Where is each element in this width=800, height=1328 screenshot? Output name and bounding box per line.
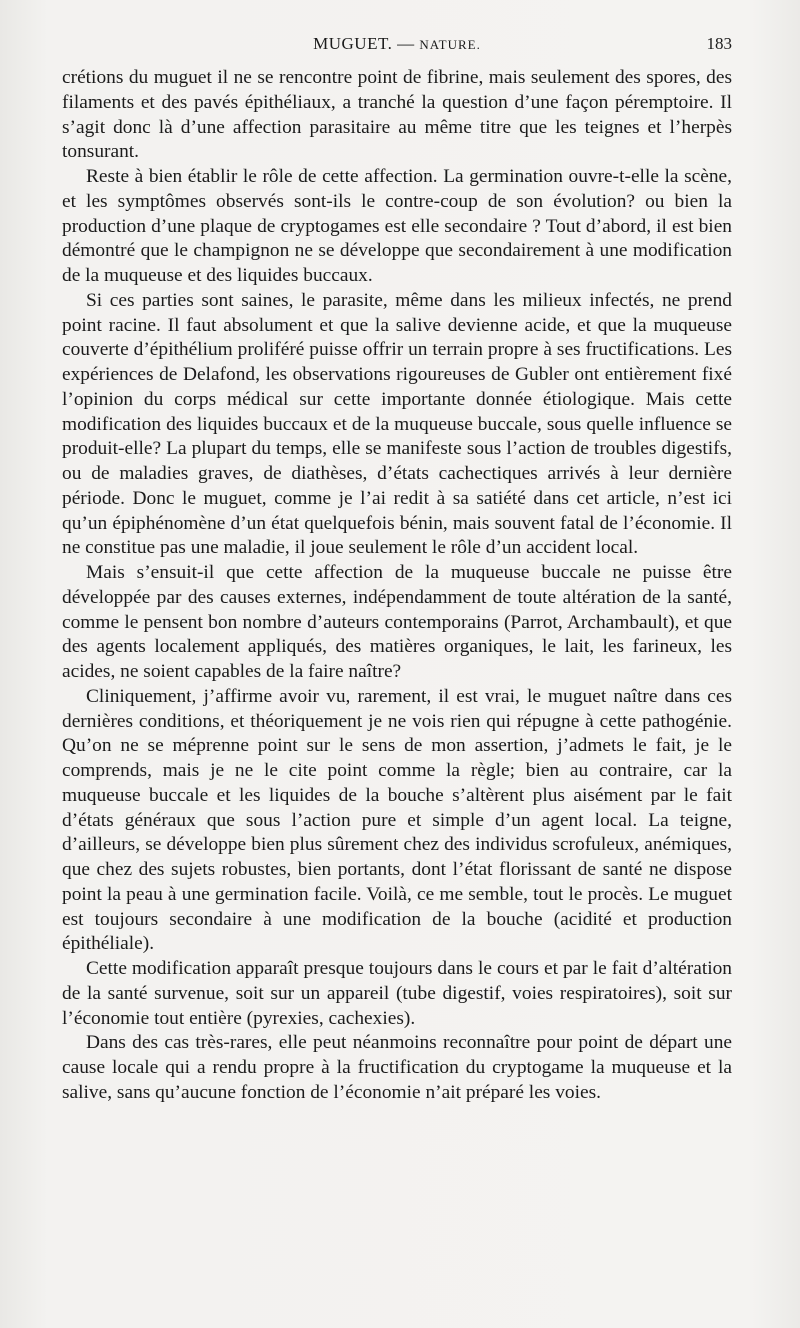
paragraph-1: crétions du muguet il ne se rencontre point de fibrine, mais seulement des spores, des filaments et des pavés épithéliaux, a tranché la question d’une façon péremptoire. Il s’agit donc là d’une affection parasitaire au même titre que les teignes et l’herpès tonsurant. xyxy=(62,67,732,163)
body-text xyxy=(62,66,732,1106)
paragraph-3: Si ces parties sont saines, le parasite, même dans les milieux infectés, ne prend point racine. Il faut absolument et que la salive devienne acide, et que la muqueuse couverte d’épithélium proliféré puisse offrir un terrain propre à ses fructifications. Les expériences de Delafond, les observations rigoureuses de Gubler ont entièrement fixé l’opinion du corps médical sur cette importante donnée étiologique. Mais cette modification des liquides buccaux et de la muqueuse buccale, sous quelle influence se produit-elle? La plupart du temps, elle se manifeste sous l’action de troubles digestifs, ou de maladies graves, de diathèses, d’états cachectiques arrivés à leur dernière période. Donc le muguet, comme je l’ai redit à sa satiété dans cet article, n’est ici qu’un épiphénomène d’un état quelquefois bénin, mais souvent fatal de l’économie. Il ne constitue pas une maladie, il joue seulement le rôle d’un accident local. xyxy=(62,289,732,559)
paragraph-5: Cliniquement, j’affirme avoir vu, rarement, il est vrai, le muguet naître dans ces dernières conditions, et théoriquement je ne vois rien qui répugne à cette pathogénie. Qu’on ne se méprenne point sur le sens de mon assertion, j’admets le fait, je le comprends, mais je ne le cite point comme la règle; bien au contraire, car la muqueuse buccale et les liquides de la bouche s’altèrent plus aisément par le fait d’états généraux que sous l’action pure et simple d’un agent local. La teigne, d’ailleurs, se développe bien plus sûrement chez des individus scrofuleux, anémiques, que chez des sujets robustes, bien portants, dont l’état florissant de santé ne dispose point la peau à une germination facile. Voilà, ce me semble, tout le procès. Le muguet est toujours secondaire à une modification de la bouche (acidité et production épithéliale). xyxy=(62,685,732,955)
paragraph-6: Cette modification apparaît presque toujours dans le cours et par le fait d’altération de la santé survenue, soit sur un appareil (tube digestif, voies respiratoires), soit sur l’économie tout entière (pyrexies, cachexies). xyxy=(62,958,732,1029)
paragraph-7: Dans des cas très-rares, elle peut néanmoins reconnaître pour point de départ une cause locale qui a rendu propre à la fructification du cryptogame la muqueuse et la salive, sans qu’aucune fonction de l’économie n’ait préparé les voies. xyxy=(62,1032,732,1103)
running-title xyxy=(62,34,732,54)
paragraph-2: Reste à bien établir le rôle de cette affection. La germination ouvre-t-elle la scène, et les symptômes observés sont-ils le contre-coup de son évolution? ou bien la production d’une plaque de cryptogames est elle secondaire ? Tout d’abord, il est bien démontré que le champignon ne se développe que secondairement à une modification de la muqueuse et des liquides buccaux. xyxy=(62,166,732,286)
running-title-main: MUGUET. xyxy=(313,34,393,53)
running-title-separator: — xyxy=(392,34,420,53)
page-header xyxy=(62,34,732,58)
paragraph-4: Mais s’ensuit-il que cette affection de la muqueuse buccale ne puisse être développée par des causes externes, indépendamment de toute altération de la santé, comme le pensent bon nombre d’auteurs contemporains (Parrot, Archambault), et que des agents localement appliqués, des matières organiques, le lait, les farineux, les acides, ne soient capables de la faire naître? xyxy=(62,562,732,682)
page-number: 183 xyxy=(706,34,732,53)
running-title-section: NATURE. xyxy=(419,37,481,52)
